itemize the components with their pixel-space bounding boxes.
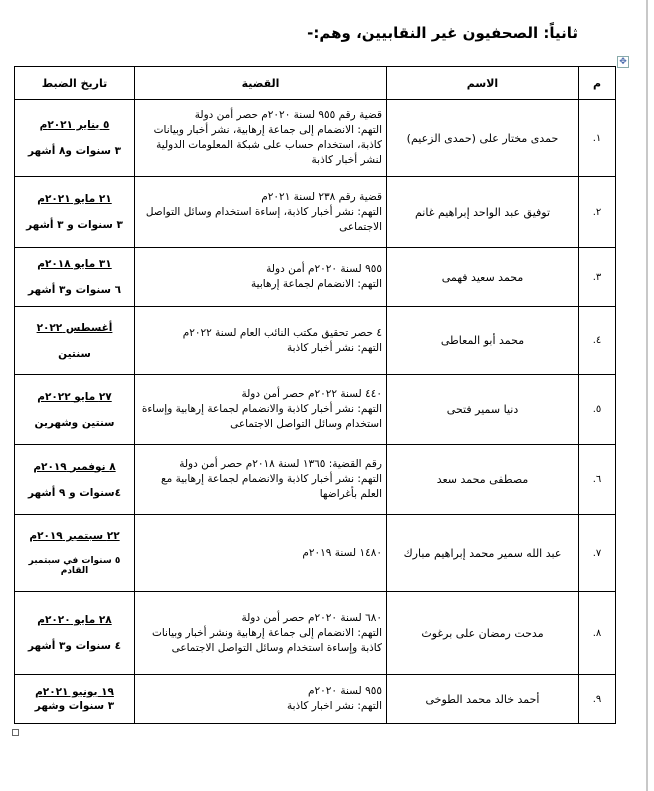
arrest-date: أغسطس ٢٠٢٢ bbox=[36, 321, 113, 334]
detention-duration: ٤سنوات و ٩ أشهر bbox=[27, 486, 122, 499]
case-details bbox=[135, 592, 387, 675]
arrest-date: ٢١ مايو ٢٠٢١م bbox=[37, 193, 112, 205]
table-row bbox=[15, 515, 616, 592]
case-details bbox=[135, 177, 387, 248]
case-charges: التهم: نشر أخبار كاذبة والانضمام لجماعة إرهابية مع العلم بأغراضها bbox=[161, 473, 382, 500]
arrest-date: ٣١ مايو ٢٠١٨م bbox=[37, 258, 112, 270]
case-charges: التهم: الانضمام لجماعة إرهابية bbox=[251, 278, 382, 290]
case-details bbox=[135, 307, 387, 375]
arrest-date-cell bbox=[15, 100, 135, 177]
table-row bbox=[15, 307, 616, 375]
arrest-date-cell bbox=[15, 592, 135, 675]
detention-duration: سنتين bbox=[58, 347, 91, 360]
journalist-name: عبد الله سمير محمد إبراهيم مبارك bbox=[387, 515, 579, 592]
case-details bbox=[135, 515, 387, 592]
table-row bbox=[15, 675, 616, 724]
arrest-date: ٨ نوفمبر ٢٠١٩م bbox=[33, 460, 116, 473]
detention-duration: ٣ سنوات و٨ أشهر bbox=[27, 145, 122, 157]
table-row bbox=[15, 248, 616, 307]
case-charges: التهم: نشر أخبار كاذبة، إساءة استخدام وسائل التواصل الاجتماعى bbox=[145, 205, 382, 233]
case-charges: التهم: الانضمام إلى جماعة إرهابية، نشر أخبار وبيانات كاذبة، استخدام حساب على شبكة المعلومات الدولية لنشر أخبار كاذبة bbox=[153, 124, 382, 166]
arrest-date-cell bbox=[15, 515, 135, 592]
case-number: ١٤٨٠ لسنة ٢٠١٩م bbox=[302, 546, 382, 559]
row-number: ٣. bbox=[579, 248, 616, 307]
table-row bbox=[15, 375, 616, 445]
case-details bbox=[135, 248, 387, 307]
arrest-date-cell bbox=[15, 248, 135, 307]
table-row bbox=[15, 445, 616, 515]
case-number: ٩٥٥ لسنة ٢٠٢٠م bbox=[307, 685, 382, 697]
journalist-name: محمد سعيد فهمى bbox=[387, 248, 579, 307]
row-number: ٤. bbox=[579, 307, 616, 375]
arrest-date-cell bbox=[15, 375, 135, 445]
arrest-date-cell bbox=[15, 445, 135, 515]
arrest-date: ٢٧ مايو ٢٠٢٢م bbox=[37, 390, 112, 403]
case-charges: التهم: نشر اخبار كاذبة bbox=[286, 700, 382, 712]
journalist-name: حمدى مختار على (حمدى الزعيم) bbox=[387, 100, 579, 177]
case-details bbox=[135, 675, 387, 724]
row-number: ١. bbox=[579, 100, 616, 177]
table-move-handle-icon[interactable]: ✥ bbox=[617, 56, 629, 68]
table-row bbox=[15, 592, 616, 675]
row-number: ٦. bbox=[579, 445, 616, 515]
detention-duration: ٤ سنوات و٣ أشهر bbox=[27, 640, 122, 652]
table-header-row bbox=[15, 67, 616, 100]
arrest-date: ١٩ يونيو ٢٠٢١م bbox=[35, 686, 114, 698]
arrest-date-cell bbox=[15, 675, 135, 724]
row-number: ٩. bbox=[579, 675, 616, 724]
row-number: ٨. bbox=[579, 592, 616, 675]
case-charges: التهم: نشر أخبار كاذبة bbox=[286, 341, 382, 354]
case-charges: التهم: نشر أخبار كاذبة والانضمام لجماعة إرهابية وإساءة استخدام وسائل التواصل الاجتماعى bbox=[141, 403, 382, 430]
page-edge bbox=[646, 0, 648, 791]
section-title: ثانياً: الصحفيون غير النقابيين، وهم:- bbox=[307, 24, 578, 42]
journalist-name: محمد أبو المعاطى bbox=[387, 307, 579, 375]
case-number: قضية رقم ٢٣٨ لسنة ٢٠٢١م bbox=[261, 190, 382, 203]
row-number: ٥. bbox=[579, 375, 616, 445]
end-of-cell-mark bbox=[12, 729, 19, 736]
case-number: ٦٨٠ لسنة ٢٠٢٠م حصر أمن دولة bbox=[241, 611, 382, 624]
case-details bbox=[135, 445, 387, 515]
journalists-table bbox=[14, 66, 616, 724]
journalist-name: أحمد خالد محمد الطوخى bbox=[387, 675, 579, 724]
table-row bbox=[15, 177, 616, 248]
header-name: الاسم bbox=[387, 67, 579, 100]
case-number: قضية رقم ٩٥٥ لسنة ٢٠٢٠م حصر أمن دولة bbox=[194, 109, 382, 121]
header-case: القضية bbox=[135, 67, 387, 100]
case-number: ٤ حصر تحقيق مكتب النائب العام لسنة ٢٠٢٢م bbox=[182, 326, 382, 339]
case-details bbox=[135, 100, 387, 177]
arrest-date: ٢٢ سبتمبر ٢٠١٩م bbox=[29, 530, 120, 542]
table-row bbox=[15, 100, 616, 177]
arrest-date: ٢٨ مايو ٢٠٢٠م bbox=[37, 614, 112, 626]
case-number: ٤٤٠ لسنة ٢٠٢٢م حصر أمن دولة bbox=[241, 388, 382, 400]
detention-duration: ٥ سنوات في سبتمبر القادم bbox=[28, 556, 121, 576]
arrest-date-cell bbox=[15, 307, 135, 375]
arrest-date: ٥ يناير ٢٠٢١م bbox=[39, 119, 110, 131]
case-charges: التهم: الانضمام إلى جماعة إرهابية ونشر أخبار وبيانات كاذبة وإساءة استخدام وسائل التواصل الاجتماعى bbox=[151, 626, 382, 654]
journalist-name: دنيا سمير فتحى bbox=[387, 375, 579, 445]
detention-duration: سنتين وشهرين bbox=[34, 416, 115, 429]
detention-duration: ٦ سنوات و٣ أشهر bbox=[27, 284, 122, 296]
row-number: ٢. bbox=[579, 177, 616, 248]
journalist-name: مصطفى محمد سعد bbox=[387, 445, 579, 515]
case-number: ٩٥٥ لسنة ٢٠٢٠م أمن دولة bbox=[266, 263, 382, 275]
header-num: م bbox=[579, 67, 616, 100]
header-date: تاريخ الضبط bbox=[15, 67, 135, 100]
row-number: ٧. bbox=[579, 515, 616, 592]
detention-duration: ٣ سنوات و ٣ أشهر bbox=[26, 219, 123, 231]
journalist-name: مدحت رمضان على برغوث bbox=[387, 592, 579, 675]
case-number: رقم القضية: ١٣٦٥ لسنة ٢٠١٨م حصر أمن دولة bbox=[179, 458, 382, 470]
detention-duration: ٣ سنوات وشهر bbox=[34, 700, 115, 712]
arrest-date-cell bbox=[15, 177, 135, 248]
journalist-name: توفيق عبد الواحد إبراهيم غانم bbox=[387, 177, 579, 248]
case-details bbox=[135, 375, 387, 445]
